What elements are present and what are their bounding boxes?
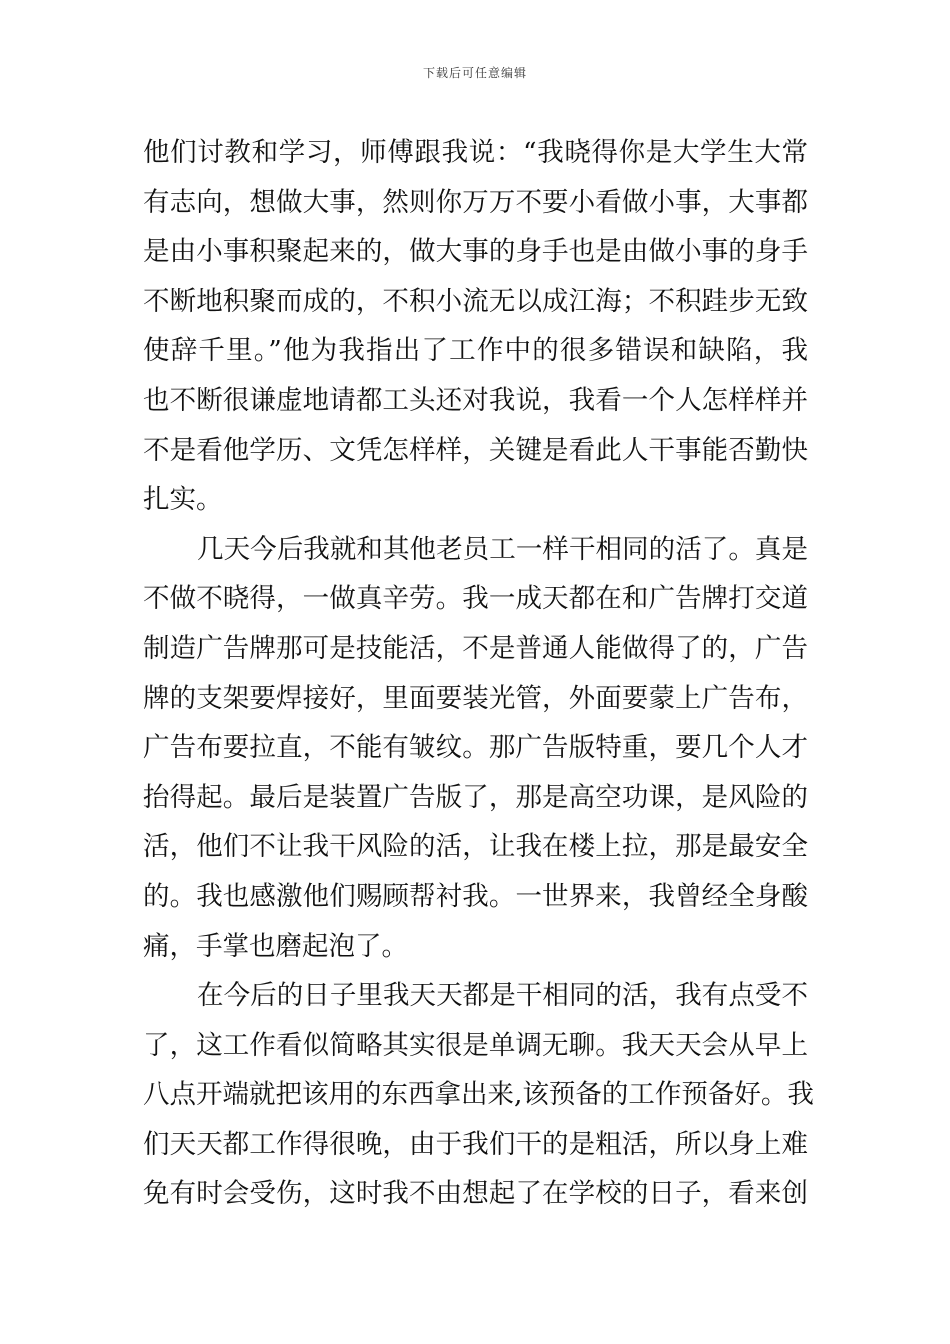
page-header: 下载后可任意编辑 [422,66,527,80]
paragraph-2-line: 牌的支架要焊接好，里面要装光管，外面要蒙上广告布， [143,682,808,714]
paragraph-2-line: 痛，手掌也磨起泡了。 [143,930,408,962]
paragraph-1-line: 扎实。 [143,484,223,516]
paragraph-3-line: 们天天都工作得很晚，由于我们干的是粗活，所以身上难 [143,1128,808,1160]
paragraph-2-line: 制造广告牌那可是技能活，不是普通人能做得了的，广告 [143,632,808,664]
paragraph-1-line: 使辞千里。”他为我指出了工作中的很多错误和缺陷，我 [143,335,808,367]
paragraph-2-line: 抬得起。最后是装置广告版了，那是高空功课，是风险的 [143,781,808,813]
paragraph-3-line: 了，这工作看似简略其实很是单调无聊。我天天会从早上 [143,1029,808,1061]
paragraph-1-line: 有志向，想做大事，然则你万万不要小看做小事，大事都 [143,186,808,218]
paragraph-2-line: 活，他们不让我干风险的活，让我在楼上拉，那是最安全 [143,831,808,863]
paragraph-1-line: 也不断很谦虚地请都工头还对我说，我看一个人怎样样并 [143,384,808,416]
paragraph-1-line: 不断地积聚而成的，不积小流无以成江海；不积跬步无致 [143,285,808,317]
paragraph-2-line: 几天今后我就和其他老员工一样干相同的活了。真是 [197,533,808,565]
document-body [143,128,814,1219]
paragraph-2-line: 不做不晓得，一做真辛劳。我一成天都在和广告牌打交道 [143,583,808,615]
paragraph-1-line: 不是看他学历、文凭怎样样，关键是看此人干事能否勤快 [143,434,808,466]
paragraph-1-line: 他们讨教和学习，师傅跟我说：“我晓得你是大学生大常 [143,137,808,168]
paragraph-3-line: 免有时会受伤，这时我不由想起了在学校的日子，看来创 [143,1178,808,1210]
paragraph-1-line: 是由小事积聚起来的，做大事的身手也是由做小事的身手 [143,236,808,268]
paragraph-2-line: 的。我也感激他们赐顾帮衬我。一世界来，我曾经全身酸 [143,880,808,912]
paragraph-3-line: 在今后的日子里我天天都是干相同的活，我有点受不 [197,980,808,1012]
paragraph-3-line: 八点开端就把该用的东西拿出来,该预备的工作预备好。我 [143,1079,814,1111]
paragraph-2-line: 广告布要拉直，不能有皱纹。那广告版特重，要几个人才 [143,732,808,764]
